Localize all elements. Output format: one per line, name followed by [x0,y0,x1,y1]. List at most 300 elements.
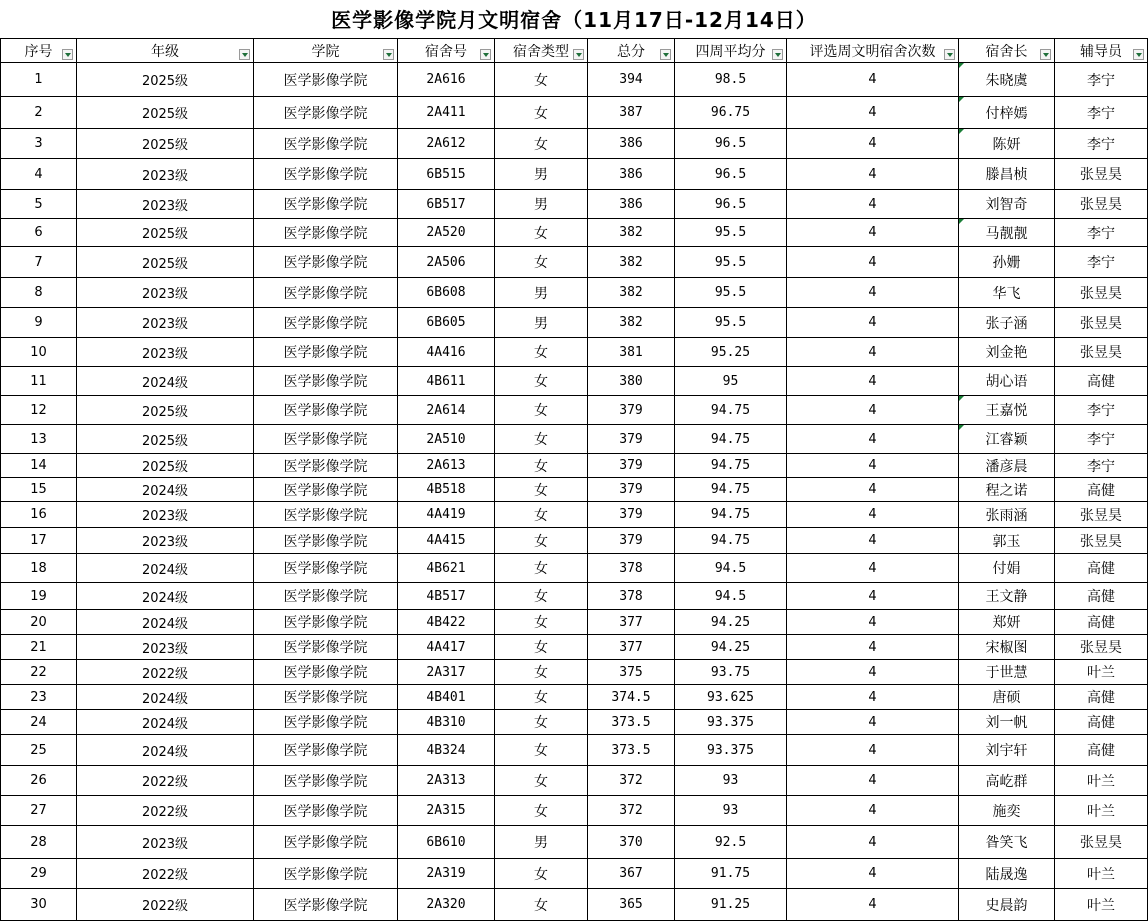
cell-avg[interactable]: 94.5 [675,583,787,610]
cell-college[interactable]: 医学影像学院 [254,425,398,454]
cell-type[interactable]: 男 [495,159,588,190]
cell-counselor[interactable]: 张昱昊 [1055,826,1148,859]
cell-type[interactable]: 女 [495,97,588,129]
cell-counselor[interactable]: 张昱昊 [1055,635,1148,660]
cell-avg[interactable]: 96.5 [675,159,787,190]
cell-room[interactable]: 4B310 [398,710,495,735]
cell-type[interactable]: 男 [495,826,588,859]
cell-total[interactable]: 382 [588,278,675,308]
cell-count[interactable]: 4 [787,478,959,502]
cell-room[interactable]: 4B422 [398,610,495,635]
cell-no[interactable]: 13 [1,425,77,454]
cell-no[interactable]: 11 [1,367,77,396]
cell-counselor[interactable]: 张昱昊 [1055,159,1148,190]
cell-college[interactable]: 医学影像学院 [254,635,398,660]
cell-type[interactable]: 女 [495,610,588,635]
cell-count[interactable]: 4 [787,766,959,796]
cell-college[interactable]: 医学影像学院 [254,247,398,278]
cell-college[interactable]: 医学影像学院 [254,660,398,685]
cell-type[interactable]: 男 [495,190,588,219]
cell-leader[interactable]: 朱晓虞 [959,63,1055,97]
cell-avg[interactable]: 94.5 [675,554,787,583]
cell-count[interactable]: 4 [787,63,959,97]
cell-avg[interactable]: 96.5 [675,190,787,219]
cell-counselor[interactable]: 叶兰 [1055,889,1148,921]
cell-no[interactable]: 14 [1,454,77,478]
cell-leader[interactable]: 张子涵 [959,308,1055,338]
cell-count[interactable]: 4 [787,247,959,278]
cell-type[interactable]: 女 [495,685,588,710]
filter-dropdown-icon[interactable] [944,49,955,60]
cell-grade[interactable]: 2025级 [77,247,254,278]
cell-count[interactable]: 4 [787,97,959,129]
cell-grade[interactable]: 2022级 [77,859,254,889]
cell-total[interactable]: 372 [588,796,675,826]
cell-avg[interactable]: 94.75 [675,396,787,425]
cell-college[interactable]: 医学影像学院 [254,278,398,308]
cell-grade[interactable]: 2023级 [77,826,254,859]
cell-leader[interactable]: 华飞 [959,278,1055,308]
cell-no[interactable]: 16 [1,502,77,528]
cell-total[interactable]: 381 [588,338,675,367]
cell-no[interactable]: 21 [1,635,77,660]
cell-grade[interactable]: 2025级 [77,219,254,247]
cell-counselor[interactable]: 李宁 [1055,425,1148,454]
cell-college[interactable]: 医学影像学院 [254,97,398,129]
cell-room[interactable]: 2A616 [398,63,495,97]
cell-college[interactable]: 医学影像学院 [254,554,398,583]
cell-room[interactable]: 6B515 [398,159,495,190]
cell-avg[interactable]: 93.625 [675,685,787,710]
cell-college[interactable]: 医学影像学院 [254,338,398,367]
cell-avg[interactable]: 93.375 [675,710,787,735]
cell-avg[interactable]: 95.5 [675,278,787,308]
cell-avg[interactable]: 94.75 [675,502,787,528]
cell-room[interactable]: 4A415 [398,528,495,554]
cell-room[interactable]: 4A416 [398,338,495,367]
cell-counselor[interactable]: 叶兰 [1055,660,1148,685]
cell-type[interactable]: 女 [495,660,588,685]
cell-grade[interactable]: 2024级 [77,710,254,735]
cell-counselor[interactable]: 李宁 [1055,97,1148,129]
cell-college[interactable]: 医学影像学院 [254,766,398,796]
cell-room[interactable]: 6B605 [398,308,495,338]
cell-college[interactable]: 医学影像学院 [254,190,398,219]
cell-avg[interactable]: 94.75 [675,528,787,554]
filter-dropdown-icon[interactable] [1040,49,1051,60]
cell-total[interactable]: 387 [588,97,675,129]
cell-room[interactable]: 2A319 [398,859,495,889]
cell-grade[interactable]: 2024级 [77,685,254,710]
cell-college[interactable]: 医学影像学院 [254,367,398,396]
cell-room[interactable]: 6B610 [398,826,495,859]
cell-type[interactable]: 女 [495,528,588,554]
cell-count[interactable]: 4 [787,159,959,190]
cell-counselor[interactable]: 高健 [1055,710,1148,735]
cell-total[interactable]: 380 [588,367,675,396]
cell-counselor[interactable]: 李宁 [1055,247,1148,278]
cell-type[interactable]: 女 [495,735,588,766]
cell-total[interactable]: 379 [588,454,675,478]
cell-leader[interactable]: 昝笑飞 [959,826,1055,859]
cell-no[interactable]: 22 [1,660,77,685]
cell-counselor[interactable]: 张昱昊 [1055,338,1148,367]
cell-counselor[interactable]: 叶兰 [1055,766,1148,796]
cell-leader[interactable]: 孙姗 [959,247,1055,278]
filter-dropdown-icon[interactable] [239,49,250,60]
cell-count[interactable]: 4 [787,710,959,735]
cell-type[interactable]: 女 [495,338,588,367]
cell-type[interactable]: 女 [495,502,588,528]
cell-room[interactable]: 4B324 [398,735,495,766]
cell-type[interactable]: 女 [495,889,588,921]
cell-avg[interactable]: 95 [675,367,787,396]
cell-leader[interactable]: 刘宇轩 [959,735,1055,766]
cell-grade[interactable]: 2025级 [77,129,254,159]
cell-type[interactable]: 女 [495,766,588,796]
cell-leader[interactable]: 刘一帆 [959,710,1055,735]
cell-total[interactable]: 386 [588,159,675,190]
cell-college[interactable]: 医学影像学院 [254,396,398,425]
cell-total[interactable]: 382 [588,308,675,338]
cell-leader[interactable]: 张雨涵 [959,502,1055,528]
cell-no[interactable]: 24 [1,710,77,735]
cell-no[interactable]: 4 [1,159,77,190]
cell-no[interactable]: 12 [1,396,77,425]
cell-counselor[interactable]: 李宁 [1055,63,1148,97]
cell-type[interactable]: 女 [495,63,588,97]
cell-grade[interactable]: 2024级 [77,735,254,766]
cell-count[interactable]: 4 [787,660,959,685]
cell-no[interactable]: 9 [1,308,77,338]
cell-counselor[interactable]: 张昱昊 [1055,190,1148,219]
cell-grade[interactable]: 2025级 [77,454,254,478]
cell-type[interactable]: 女 [495,635,588,660]
cell-college[interactable]: 医学影像学院 [254,583,398,610]
cell-type[interactable]: 女 [495,247,588,278]
filter-dropdown-icon[interactable] [772,49,783,60]
cell-type[interactable]: 女 [495,554,588,583]
cell-no[interactable]: 17 [1,528,77,554]
cell-count[interactable]: 4 [787,278,959,308]
cell-no[interactable]: 25 [1,735,77,766]
cell-room[interactable]: 4B621 [398,554,495,583]
cell-count[interactable]: 4 [787,889,959,921]
cell-room[interactable]: 2A313 [398,766,495,796]
cell-count[interactable]: 4 [787,454,959,478]
cell-avg[interactable]: 94.75 [675,478,787,502]
cell-college[interactable]: 医学影像学院 [254,502,398,528]
cell-leader[interactable]: 潘彦晨 [959,454,1055,478]
cell-no[interactable]: 3 [1,129,77,159]
cell-room[interactable]: 4A417 [398,635,495,660]
cell-no[interactable]: 8 [1,278,77,308]
cell-room[interactable]: 2A315 [398,796,495,826]
cell-total[interactable]: 370 [588,826,675,859]
cell-leader[interactable]: 程之诺 [959,478,1055,502]
cell-count[interactable]: 4 [787,190,959,219]
cell-avg[interactable]: 94.75 [675,425,787,454]
cell-leader[interactable]: 宋椒图 [959,635,1055,660]
cell-total[interactable]: 378 [588,583,675,610]
cell-grade[interactable]: 2023级 [77,502,254,528]
cell-counselor[interactable]: 李宁 [1055,219,1148,247]
cell-avg[interactable]: 94.25 [675,610,787,635]
cell-count[interactable]: 4 [787,685,959,710]
cell-total[interactable]: 382 [588,219,675,247]
cell-leader[interactable]: 付梓嫣 [959,97,1055,129]
cell-grade[interactable]: 2023级 [77,190,254,219]
cell-counselor[interactable]: 李宁 [1055,396,1148,425]
filter-dropdown-icon[interactable] [573,49,584,60]
cell-college[interactable]: 医学影像学院 [254,63,398,97]
cell-grade[interactable]: 2025级 [77,97,254,129]
cell-leader[interactable]: 于世慧 [959,660,1055,685]
cell-leader[interactable]: 江睿颖 [959,425,1055,454]
cell-college[interactable]: 医学影像学院 [254,889,398,921]
cell-leader[interactable]: 滕昌桢 [959,159,1055,190]
cell-leader[interactable]: 付娟 [959,554,1055,583]
cell-college[interactable]: 医学影像学院 [254,528,398,554]
cell-type[interactable]: 女 [495,425,588,454]
cell-type[interactable]: 女 [495,478,588,502]
cell-counselor[interactable]: 叶兰 [1055,859,1148,889]
cell-no[interactable]: 23 [1,685,77,710]
cell-type[interactable]: 女 [495,367,588,396]
cell-leader[interactable]: 胡心语 [959,367,1055,396]
cell-avg[interactable]: 91.75 [675,859,787,889]
cell-room[interactable]: 4B517 [398,583,495,610]
cell-no[interactable]: 26 [1,766,77,796]
cell-room[interactable]: 6B517 [398,190,495,219]
cell-type[interactable]: 女 [495,583,588,610]
cell-college[interactable]: 医学影像学院 [254,859,398,889]
cell-count[interactable]: 4 [787,502,959,528]
cell-total[interactable]: 377 [588,635,675,660]
cell-college[interactable]: 医学影像学院 [254,826,398,859]
cell-counselor[interactable]: 张昱昊 [1055,308,1148,338]
filter-dropdown-icon[interactable] [62,49,73,60]
cell-counselor[interactable]: 张昱昊 [1055,528,1148,554]
cell-total[interactable]: 394 [588,63,675,97]
cell-type[interactable]: 女 [495,796,588,826]
cell-count[interactable]: 4 [787,129,959,159]
cell-count[interactable]: 4 [787,635,959,660]
cell-no[interactable]: 6 [1,219,77,247]
cell-leader[interactable]: 刘金艳 [959,338,1055,367]
cell-leader[interactable]: 王文静 [959,583,1055,610]
cell-grade[interactable]: 2024级 [77,367,254,396]
cell-no[interactable]: 28 [1,826,77,859]
cell-grade[interactable]: 2023级 [77,308,254,338]
cell-counselor[interactable]: 高健 [1055,735,1148,766]
cell-no[interactable]: 10 [1,338,77,367]
cell-counselor[interactable]: 高健 [1055,685,1148,710]
cell-grade[interactable]: 2023级 [77,278,254,308]
cell-leader[interactable]: 陆晟逸 [959,859,1055,889]
cell-count[interactable]: 4 [787,367,959,396]
cell-college[interactable]: 医学影像学院 [254,478,398,502]
cell-no[interactable]: 29 [1,859,77,889]
cell-type[interactable]: 女 [495,859,588,889]
cell-counselor[interactable]: 张昱昊 [1055,278,1148,308]
cell-counselor[interactable]: 叶兰 [1055,796,1148,826]
cell-total[interactable]: 374.5 [588,685,675,710]
cell-college[interactable]: 医学影像学院 [254,796,398,826]
cell-avg[interactable]: 96.5 [675,129,787,159]
cell-count[interactable]: 4 [787,425,959,454]
cell-avg[interactable]: 92.5 [675,826,787,859]
cell-total[interactable]: 382 [588,247,675,278]
cell-grade[interactable]: 2023级 [77,635,254,660]
cell-total[interactable]: 379 [588,425,675,454]
cell-count[interactable]: 4 [787,338,959,367]
cell-total[interactable]: 373.5 [588,735,675,766]
cell-total[interactable]: 379 [588,478,675,502]
cell-grade[interactable]: 2023级 [77,338,254,367]
cell-total[interactable]: 386 [588,129,675,159]
cell-counselor[interactable]: 李宁 [1055,454,1148,478]
cell-type[interactable]: 男 [495,308,588,338]
cell-grade[interactable]: 2025级 [77,63,254,97]
cell-counselor[interactable]: 李宁 [1055,129,1148,159]
cell-total[interactable]: 375 [588,660,675,685]
cell-grade[interactable]: 2022级 [77,889,254,921]
cell-total[interactable]: 367 [588,859,675,889]
cell-room[interactable]: 2A612 [398,129,495,159]
cell-count[interactable]: 4 [787,528,959,554]
cell-count[interactable]: 4 [787,826,959,859]
cell-grade[interactable]: 2025级 [77,396,254,425]
cell-grade[interactable]: 2024级 [77,478,254,502]
cell-count[interactable]: 4 [787,396,959,425]
cell-avg[interactable]: 93 [675,766,787,796]
cell-avg[interactable]: 93.375 [675,735,787,766]
cell-total[interactable]: 373.5 [588,710,675,735]
cell-leader[interactable]: 马靓靓 [959,219,1055,247]
cell-grade[interactable]: 2022级 [77,660,254,685]
cell-avg[interactable]: 95.5 [675,308,787,338]
cell-count[interactable]: 4 [787,859,959,889]
cell-no[interactable]: 19 [1,583,77,610]
cell-room[interactable]: 4B518 [398,478,495,502]
cell-leader[interactable]: 郭玉 [959,528,1055,554]
cell-college[interactable]: 医学影像学院 [254,685,398,710]
cell-no[interactable]: 2 [1,97,77,129]
cell-grade[interactable]: 2023级 [77,159,254,190]
cell-leader[interactable]: 陈妍 [959,129,1055,159]
cell-avg[interactable]: 98.5 [675,63,787,97]
cell-total[interactable]: 378 [588,554,675,583]
cell-no[interactable]: 27 [1,796,77,826]
cell-count[interactable]: 4 [787,308,959,338]
filter-dropdown-icon[interactable] [1133,49,1144,60]
cell-counselor[interactable]: 高健 [1055,610,1148,635]
cell-room[interactable]: 4A419 [398,502,495,528]
cell-college[interactable]: 医学影像学院 [254,610,398,635]
cell-leader[interactable]: 郑妍 [959,610,1055,635]
cell-grade[interactable]: 2024级 [77,554,254,583]
cell-room[interactable]: 6B608 [398,278,495,308]
cell-count[interactable]: 4 [787,735,959,766]
cell-counselor[interactable]: 高健 [1055,554,1148,583]
cell-room[interactable]: 2A506 [398,247,495,278]
cell-leader[interactable]: 施奕 [959,796,1055,826]
cell-room[interactable]: 2A614 [398,396,495,425]
cell-count[interactable]: 4 [787,610,959,635]
cell-avg[interactable]: 95.25 [675,338,787,367]
cell-avg[interactable]: 93.75 [675,660,787,685]
cell-no[interactable]: 15 [1,478,77,502]
filter-dropdown-icon[interactable] [480,49,491,60]
cell-type[interactable]: 女 [495,129,588,159]
cell-type[interactable]: 女 [495,454,588,478]
cell-room[interactable]: 4B401 [398,685,495,710]
cell-no[interactable]: 18 [1,554,77,583]
cell-grade[interactable]: 2024级 [77,610,254,635]
cell-room[interactable]: 2A520 [398,219,495,247]
cell-total[interactable]: 372 [588,766,675,796]
cell-grade[interactable]: 2022级 [77,796,254,826]
cell-type[interactable]: 女 [495,396,588,425]
cell-grade[interactable]: 2022级 [77,766,254,796]
cell-total[interactable]: 379 [588,502,675,528]
cell-college[interactable]: 医学影像学院 [254,219,398,247]
cell-counselor[interactable]: 高健 [1055,367,1148,396]
cell-counselor[interactable]: 高健 [1055,583,1148,610]
cell-no[interactable]: 30 [1,889,77,921]
cell-college[interactable]: 医学影像学院 [254,129,398,159]
cell-college[interactable]: 医学影像学院 [254,159,398,190]
cell-college[interactable]: 医学影像学院 [254,308,398,338]
cell-college[interactable]: 医学影像学院 [254,735,398,766]
cell-avg[interactable]: 93 [675,796,787,826]
cell-counselor[interactable]: 张昱昊 [1055,502,1148,528]
cell-total[interactable]: 386 [588,190,675,219]
cell-total[interactable]: 377 [588,610,675,635]
cell-count[interactable]: 4 [787,219,959,247]
cell-avg[interactable]: 94.75 [675,454,787,478]
filter-dropdown-icon[interactable] [383,49,394,60]
cell-total[interactable]: 365 [588,889,675,921]
cell-type[interactable]: 女 [495,710,588,735]
cell-counselor[interactable]: 高健 [1055,478,1148,502]
cell-total[interactable]: 379 [588,396,675,425]
cell-type[interactable]: 女 [495,219,588,247]
cell-college[interactable]: 医学影像学院 [254,454,398,478]
cell-avg[interactable]: 91.25 [675,889,787,921]
cell-room[interactable]: 2A510 [398,425,495,454]
cell-leader[interactable]: 高屹群 [959,766,1055,796]
cell-count[interactable]: 4 [787,796,959,826]
cell-grade[interactable]: 2023级 [77,528,254,554]
cell-grade[interactable]: 2024级 [77,583,254,610]
cell-room[interactable]: 2A317 [398,660,495,685]
cell-leader[interactable]: 唐硕 [959,685,1055,710]
cell-avg[interactable]: 94.25 [675,635,787,660]
cell-avg[interactable]: 96.75 [675,97,787,129]
cell-total[interactable]: 379 [588,528,675,554]
cell-room[interactable]: 2A411 [398,97,495,129]
cell-leader[interactable]: 史晨韵 [959,889,1055,921]
cell-count[interactable]: 4 [787,554,959,583]
cell-count[interactable]: 4 [787,583,959,610]
cell-grade[interactable]: 2025级 [77,425,254,454]
cell-leader[interactable]: 王嘉悦 [959,396,1055,425]
cell-no[interactable]: 5 [1,190,77,219]
cell-no[interactable]: 20 [1,610,77,635]
cell-leader[interactable]: 刘智奇 [959,190,1055,219]
